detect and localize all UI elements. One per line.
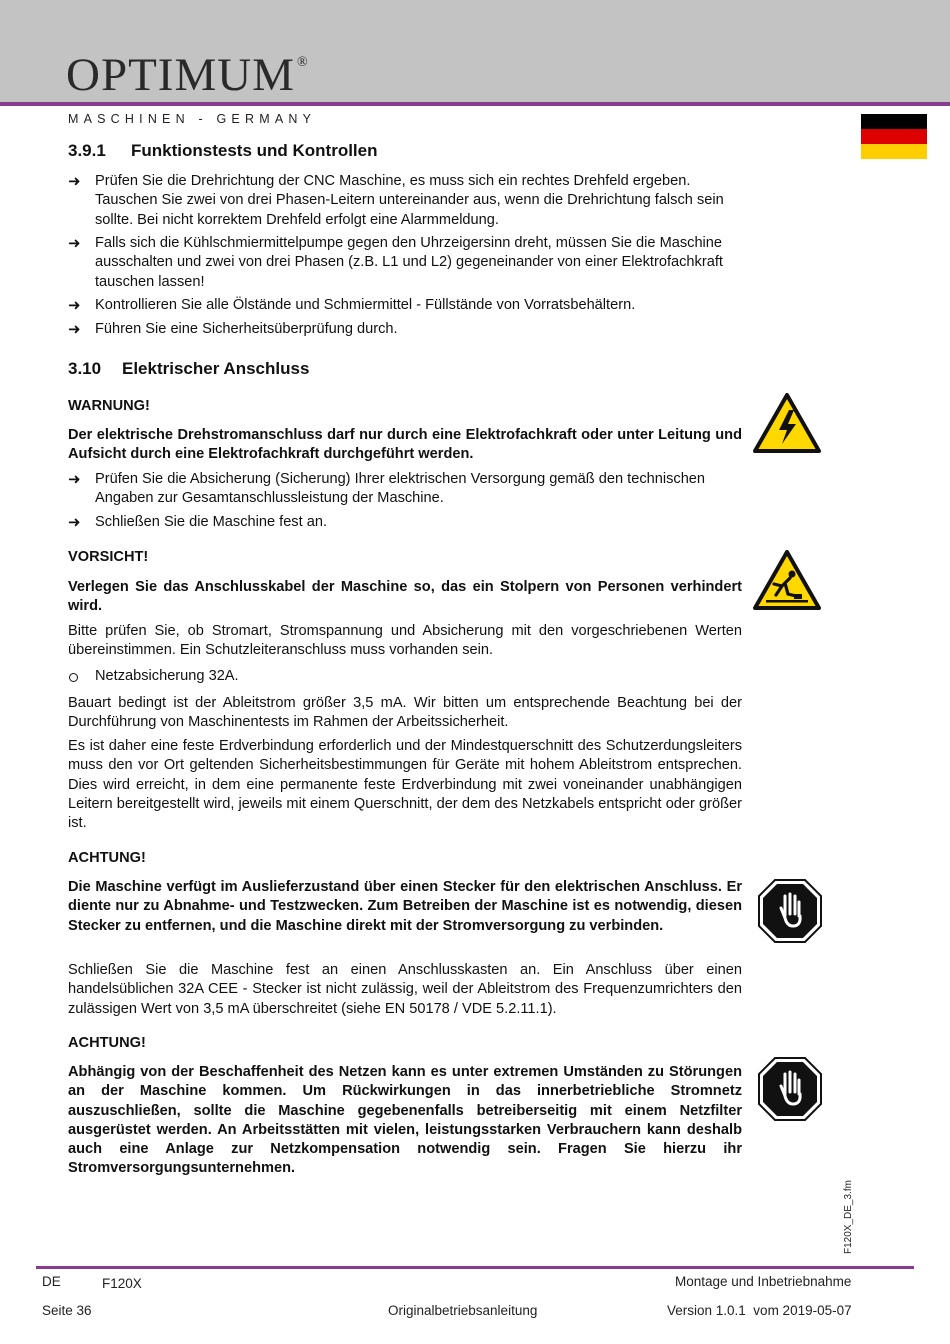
list-item: ➜ Prüfen Sie die Drehrichtung der CNC Maschine, es muss sich ein rechtes Drehfeld ergeben. Tauschen Sie zwei von drei Phasen-Leitern untereinander aus, wenn die Drehrichtung falsch sein sollte. Bei nicht korrektem Drehfeld erfolgt eine Alarmmeldung. (68, 173, 724, 228)
footer-version: Version 1.0.1 vom 2019-05-07 (667, 1303, 852, 1318)
trip-hazard-warning-icon (752, 549, 822, 611)
attention-label: ACHTUNG! (68, 1035, 146, 1051)
attention-label: ACHTUNG! (68, 850, 146, 866)
section-heading: 3.9.1 Funktionstests und Kontrollen (68, 141, 378, 160)
list-item: ➜ Prüfen Sie die Absicherung (Sicherung) Ihrer elektrischen Versorgung gemäß den technischen Angaben zur Gesamtanschlussleistung der Maschine. (68, 471, 706, 507)
attention-text: Die Maschine verfügt im Auslieferzustand über einen Stecker für den elektrischen Anschluss. Er diente nur zu Abnahme- und Testzwecken. Zum Betreiben der Maschine ist es notwendig, diesen Stecker zu entfernen, und die Maschine direkt mit der Stromversorgung zu verbinden. (68, 879, 742, 934)
caution-label: VORSICHT! (68, 549, 149, 565)
header-divider (0, 102, 950, 106)
caution-text: Verlegen Sie das Anschlusskabel der Maschine so, das ein Stolpern von Personen verhindert wird. (68, 579, 742, 615)
list-item: ➜ Falls sich die Kühlschmiermittelpumpe gegen den Uhrzeigersinn dreht, müssen Sie die Maschine ausschalten und zwei von drei Phasen (z.B. L1 und L2) gegeneinander von einer Elektrofachkraft tauschen lassen! (68, 235, 723, 290)
paragraph: Bitte prüfen Sie, ob Stromart, Stromspannung und Absicherung mit den vorgeschriebenen Werten übereinstimmen. Ein Schutzleiteranschluss muss vorhanden sein. (68, 623, 742, 659)
attention-text: Abhängig von der Beschaffenheit des Netzen kann es unter extremen Umständen zu Störungen an der Maschine kommen. Um Rückwirkungen in das innerbetriebliche Stromnetz auszuschließen, sollte die Maschine gegebenenfalls betreiberseitig mit einem Netzfilter ausgerüstet werden. An Arbeitsstätten mit vielen, leistungsstarken Verbrauchern kann deshalb auch eine Anlage zur Netzkompensation notwendig sein. Fragen Sie hierzu ihr Stromversorgungsunternehmen. (68, 1064, 742, 1177)
list-item: ➜ Führen Sie eine Sicherheitsüberprüfung durch. (68, 321, 398, 338)
attention-hand-icon (755, 1054, 825, 1124)
section-heading: 3.10 Elektrischer Anschluss (68, 359, 310, 378)
footer-model: F120X (102, 1276, 142, 1291)
logo-subtitle: MASCHINEN - GERMANY (68, 112, 317, 126)
footer-document: Originalbetriebsanleitung (388, 1303, 538, 1318)
paragraph: Es ist daher eine feste Erdverbindung erforderlich und der Mindestquerschnitt des Schutzerdungsleiters muss den vor Ort geltenden Sicherheitsbestimmungen für Geräte mit hohem Ableitstrom entsprechen. Dies wird erreicht, in dem eine permanente feste Erdverbindung mit zwei voneinander unabhängigen Leitern bereitgestellt wird, jeweils mit einem Querschnitt, der dem des Netzkabels entspricht oder größer ist. (68, 738, 742, 832)
list-item: Netzabsicherung 32A. (68, 667, 745, 686)
high-voltage-warning-icon (752, 392, 822, 454)
list-item: ➜ Schließen Sie die Maschine fest an. (68, 514, 328, 531)
paragraph: Bauart bedingt ist der Ableitstrom größer 3,5 mA. Wir bitten um entsprechende Beachtung bei der Durchführung von Maschinentests im Rahmen der Arbeitssicherheit. (68, 695, 742, 731)
page-number: Seite 36 (42, 1303, 92, 1318)
paragraph: Schließen Sie die Maschine fest an einen Anschlusskasten an. Ein Anschluss über einen handelsüblichen 32A CEE - Stecker ist nicht zulässig, weil der Ableitstrom des Frequenzumrichters den zulässigen Wert von 3,5 mA überschreitet (siehe EN 50178 / VDE 5.2.11.1). (68, 962, 742, 1017)
list-item: ➜ Kontrollieren Sie alle Ölstände und Schmiermittel - Füllstände von Vorratsbehältern. (68, 297, 636, 314)
logo: OPTIMUM ® (66, 49, 309, 101)
footer-chapter: Montage und Inbetriebnahme (675, 1274, 852, 1289)
footer-language: DE (42, 1274, 61, 1289)
german-flag-icon (861, 114, 927, 159)
file-name: F120X_DE_3.fm (843, 1180, 854, 1254)
attention-hand-icon (755, 876, 825, 946)
warning-label: WARNUNG! (68, 398, 150, 414)
warning-text: Der elektrische Drehstromanschluss darf nur durch eine Elektrofachkraft oder unter Leitung und Aufsicht durch eine Elektrofachkraft durchgeführt werden. (68, 427, 742, 463)
footer-divider (36, 1266, 914, 1269)
